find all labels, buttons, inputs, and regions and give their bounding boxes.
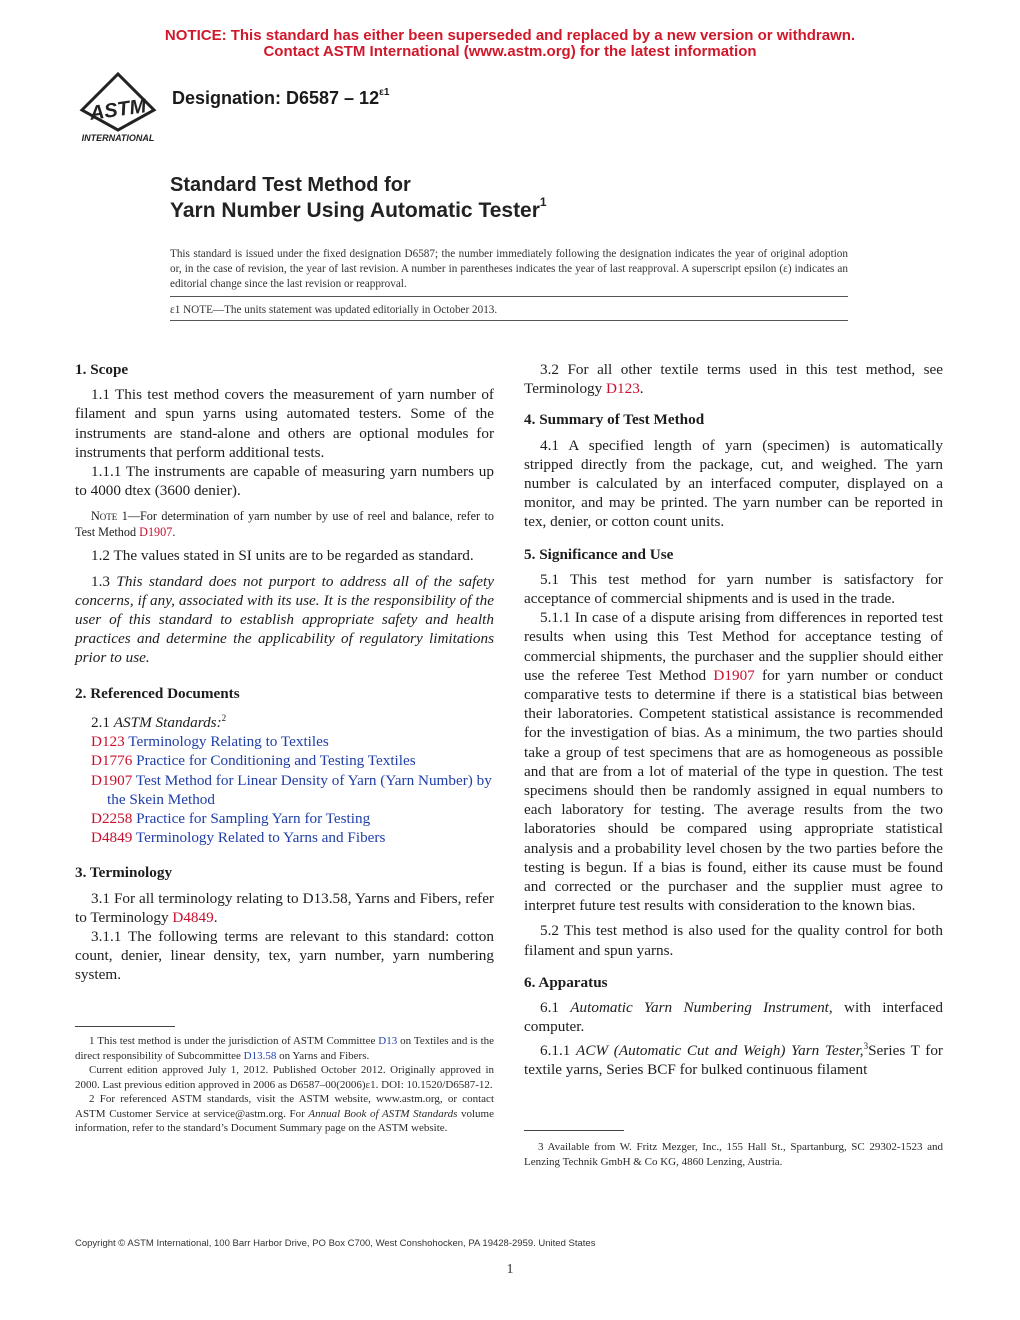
title-line1: Standard Test Method for bbox=[170, 174, 411, 196]
footnote-3: 3 Available from W. Fritz Mezger, Inc., 155 Hall St., Spartanburg, SC 29302-1523 and Lenzing Technik GmbH & Co KG, 4860 Lenzing, Austria. bbox=[524, 1141, 943, 1168]
footnotes-left bbox=[75, 1034, 494, 1136]
para-5-1: 5.1 This test method for yarn number is satisfactory for acceptance of commercial shipments and is used in the trade. bbox=[524, 570, 943, 608]
para-6-1: 6.1 Automatic Yarn Numbering Instrument, with interfaced computer. bbox=[524, 999, 943, 1036]
preamble: This standard is issued under the fixed designation D6587; the number immediately following the designation indicates the year of original adoption or, in the case of revision, the year of last revision. A number in parentheses indicates the year of last reapproval. A superscript epsilon (ε) indicates an editorial change since the last revision or reapproval. bbox=[170, 248, 848, 290]
reference-list bbox=[75, 732, 494, 847]
copyright-footer: Copyright © ASTM International, 100 Barr Harbor Drive, PO Box C700, West Conshohocken, PA 19428-2959. United States bbox=[75, 1238, 596, 1249]
withdrawn-notice-line1: NOTICE: This standard has either been superseded and replaced by a new version or withdrawn. bbox=[164, 27, 856, 44]
footnote-rule-right bbox=[524, 1130, 624, 1131]
para-5-2: 5.2 This test method is also used for the quality control for both filament and spun yarns. bbox=[524, 922, 943, 959]
footnotes-right bbox=[524, 1140, 943, 1169]
section-3-heading: 3. Terminology bbox=[75, 864, 173, 882]
right-column bbox=[524, 360, 943, 1079]
para-1-2: 1.2 The values stated in SI units are to be regarded as standard. bbox=[91, 547, 474, 565]
para-6-1-1: 6.1.1 ACW (Automatic Cut and Weigh) Yarn Tester,$^3$Series T for textile yarns, Series BCF for bulked continuous filament bbox=[524, 1040, 943, 1078]
footnote-rule-left bbox=[75, 1026, 175, 1027]
page-number: 1 bbox=[506, 1262, 514, 1277]
section-2-heading: 2. Referenced Documents bbox=[75, 684, 240, 702]
section-6-heading: 6. Apparatus bbox=[524, 973, 608, 991]
para-4-1: 4.1 A specified length of yarn (specimen) is automatically stripped directly from the package, cut, and weighed. The yarn number is calculated by an interfaced computer, displayed on a monitor, and may be printed. The yarn number can be reported in tex, denier, or cotton count units. bbox=[524, 436, 943, 531]
para-3-2-link[interactable]: D123 bbox=[606, 380, 640, 398]
para-3-1-link[interactable]: D4849 bbox=[172, 908, 214, 926]
footnote-2: 2 For referenced ASTM standards, visit the ASTM website, www.astm.org, or contact ASTM Customer Service at service@astm.org. For Annual Book of ASTM Standards volume information, refer to the standard’s Document Summary page on the ASTM website. bbox=[75, 1093, 494, 1134]
designation: Designation: $D6587 - 12^{\varepsilon 1}$ bbox=[172, 87, 390, 108]
editorial-rule bbox=[170, 320, 848, 321]
reference-item[interactable]: D1776 Practice for Conditioning and Testing Textiles bbox=[91, 752, 416, 770]
withdrawn-notice-line2: Contact ASTM International (www.astm.org) for the latest information bbox=[263, 43, 757, 60]
para-3-2: 3.2 For all other textile terms used in this test method, see Terminology D123. bbox=[524, 361, 943, 398]
para-3-1-1: 3.1.1 The following terms are relevant to this standard: cotton count, denier, linear density, tex, yarn number, yarn numbering system. bbox=[75, 927, 494, 984]
astm-logo bbox=[70, 70, 166, 146]
note-1-link[interactable]: D1907 bbox=[139, 525, 173, 540]
reference-item[interactable]: D123 Terminology Relating to Textiles bbox=[91, 733, 329, 751]
para-5-1-1: 5.1.1 In case of a dispute arising from differences in reported test results when using this Test Method for acceptance testing of commercial shipments, the purchaser and the supplier should either use the referee Test Method D1907 for yarn number or conduct comparative tests to determine if there is a statistical bias between their laboratories. Competent statistical assistance is recommended for the investigation of bias. As a minimum, the two parties should take a group of test specimens that are as homogeneous as possible and that are from a lot of material of the type in question. The test specimens should then be randomly assigned in equal numbers to each laboratory for testing. The average results from the two laboratories should be compared using appropriate statistical analysis and a probability level chosen by the two parties before the testing is begun. If a bias is found, either its cause must be found and corrected or the purchaser and the supplier must agree to interpret future test results with consideration to the known bias. bbox=[524, 609, 943, 915]
svg-text:ASTM: ASTM bbox=[88, 95, 148, 125]
para-3-1: 3.1 For all terminology relating to D13.58, Yarns and Fibers, refer to Terminology D4849. bbox=[75, 889, 494, 926]
section-5-heading: 5. Significance and Use bbox=[524, 545, 674, 563]
para-2-1: 2.1 ASTM Standards:$^2$ bbox=[91, 712, 227, 731]
reference-item[interactable]: D1907 Test Method for Linear Density of Yarn (Yarn Number) by the Skein Method bbox=[91, 771, 492, 808]
preamble-rule bbox=[170, 296, 848, 297]
footnote-1: 1 This test method is under the jurisdiction of ASTM Committee D13 on Textiles and is the direct responsibility of Subcommittee D13.58 on Yarns and Fibers. bbox=[75, 1035, 495, 1062]
para-1-1-1: 1.1.1 The instruments are capable of measuring yarn numbers up to 4000 dtex (3600 denier). bbox=[75, 463, 494, 500]
para-1-3: 1.3 This standard does not purport to address all of the safety concerns, if any, associated with its use. It is the responsibility of the user of this standard to establish appropriate safety and health practices and determine the applicability of regulatory limitations prior to use. bbox=[75, 572, 495, 667]
svg-text:INTERNATIONAL: INTERNATIONAL bbox=[81, 133, 155, 143]
reference-item[interactable]: D4849 Terminology Related to Yarns and Fibers bbox=[91, 829, 386, 847]
title-line2: Yarn Number Using Automatic Tester$^1$ bbox=[170, 195, 547, 222]
editorial-note: ε1 NOTE—The units statement was updated editorially in October 2013. bbox=[170, 304, 498, 316]
reference-item[interactable]: D2258 Practice for Sampling Yarn for Testing bbox=[91, 809, 371, 827]
note-1: Note 1—For determination of yarn number by use of reel and balance, refer to Test Method D1907. bbox=[75, 509, 494, 540]
para-5-1-1-link[interactable]: D1907 bbox=[713, 666, 755, 684]
section-1-heading: 1. Scope bbox=[75, 361, 129, 378]
left-column bbox=[75, 360, 494, 985]
section-4-heading: 4. Summary of Test Method bbox=[524, 411, 705, 429]
para-1-1: 1.1 This test method covers the measurement of yarn number of filament and spun yarns using automated testers. Some of the instruments are stand-alone and others are optional modules for instruments that perform additional tests. bbox=[75, 386, 494, 461]
footnote-1-edition: Current edition approved July 1, 2012. Published October 2012. Originally approved in 2000. Last previous edition approved in 2006 as D6587–00(2006)ε1. DOI: 10.1520/D6587-12. bbox=[75, 1064, 494, 1091]
